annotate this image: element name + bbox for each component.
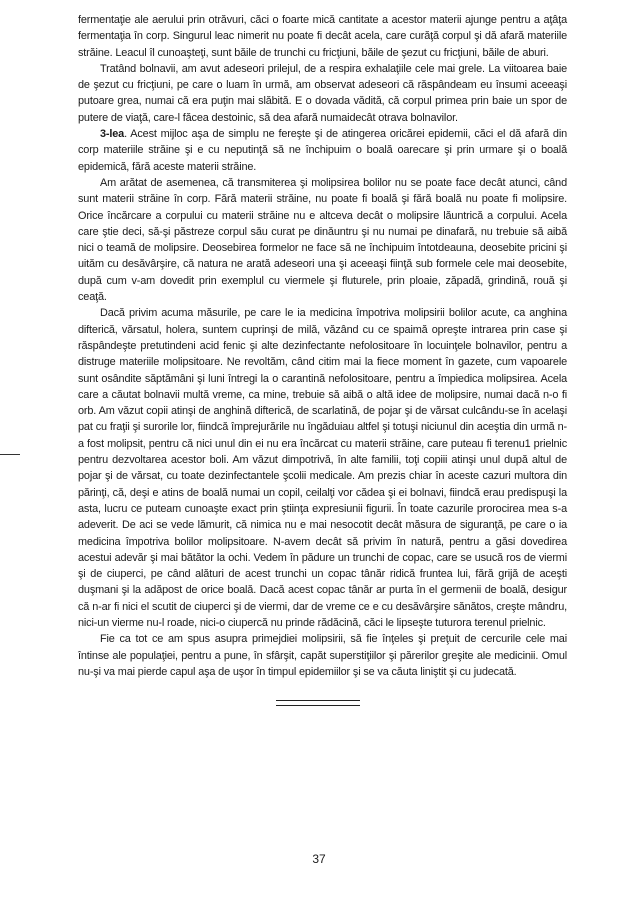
- paragraph-1-text: fermentaţie ale aerului prin otrăvuri, căci o foarte mică cantitate a acestor materii ajunge pentru a aţâţa fermentaţia în corp. Singurul leac nimerit nu poate fi decât acela, care curăţă corpul şi dă afară materiile străine. Leacul îl cunoaşteţi, sunt băile de trunchi cu fricţiuni, băile de şezut cu fricţiuni, băile de aburi.: [78, 14, 567, 59]
- paragraph-1: [78, 12, 567, 61]
- paragraph-4: [78, 175, 567, 305]
- section-lead: 3-lea: [100, 128, 125, 141]
- paragraph-5: [78, 305, 567, 631]
- paragraph-2: [78, 61, 567, 126]
- paragraph-3-text: . Acest mijloc aşa de simplu ne fereşte şi de atingerea oricărei epidemii, căci el dă afară din corp materiile străine şi e cu neputinţă să ne închipuim o boală oarecare şi prin urmare şi o boală epidemică, fără aceste materii străine.: [78, 128, 567, 173]
- paragraph-2-text: Tratând bolnavii, am avut adeseori prilejul, de a respira exhalaţiile cele mai grele. La viitoarea baie de şezut cu fricţiuni, pe care o luam în urmă, am observat adeseori că răspândeam eu însumi aceeaşi putoare grea, numai că era puţin mai slăbită. E o dovada vădită, că corpul primea prin baie un spor de putere de viaţă, care-l făcea destoinic, să dea afară numaidecât otrava bolnavilor.: [78, 62, 567, 124]
- page-number: 37: [312, 852, 326, 866]
- body-text: [78, 12, 567, 680]
- paragraph-4-text: Am arătat de asemenea, că transmiterea şi molipsirea bolilor nu se poate face decât atunci, când sunt materii străine în corp. Fără materii străine, nu poate fi boală şi fără boală nu poate fi molipsire. Orice încărcare a corpului cu materii străine nu e altceva decât o molipsire lăuntrică a corpului. Acela care ştie deci, să-şi păstreze corpul său curat pe dinăuntru şi nu numai pe dinafară, nu trebuie să aibă nici o teamă de molipsire. Deosebirea formelor ne face să ne închipuim întotdeauna, deosebite pricini şi uităm cu desăvârşire, că natura ne arată adeseori una şi aceeaşi fiinţă sub formele cele mai deosebite, după cum v-am dovedit prin exemplul cu viermele şi fluturele, prin ploaie, zăpadă, grindină, rouă şi ceaţă.: [78, 176, 567, 304]
- margin-mark: [0, 454, 20, 455]
- paragraph-6: [78, 631, 567, 680]
- paragraph-3: [78, 126, 567, 175]
- paragraph-5-text: Dacă privim acuma măsurile, pe care le ia medicina împotriva molipsirii bolilor acute, ca anghina difterică, vărsatul, holera, suntem cuprinşi de milă, văzând cu ce spaimă opreşte intrarea prin case şi răspândeşte pretutindeni acid fenic şi alte dezinfectante nefolositoare în locuinţele bolnavilor, pentru a distruge materiile molipsitoare. Ne revoltăm, când citim mai la fiece moment în gazete, cum vapoarele sunt osândite săptămâni şi luni întregi la o carantină nefolositoare, pentru a împiedica molipsirea. Acela care a căutat bolnavii multă vreme, ca mine, trebuie să aibă o altă idee de molipsire, numai dacă n-o fi orb. Am văzut copii atinşi de anghină difterică, de scarlatină, de pojar şi de vărsat culcându-se în acelaşi pat cu fraţii şi surorile lor, fiindcă împrejurările nu îngăduiau altfel şi totuşi niciunul din aceştia din urmă n-a fost molipsit, pentru că nici unul din ei nu era încărcat cu materii străine, care puteau fi terenu1 prielnic pentru dezvoltarea acestor boli. Am văzut dimpotrivă, în alte familii, toţi copiii atinşi unul după altul de pojar şi de vărsat, cu toate dezinfectantele şcolii medicale. Am prezis chiar în aceste cazuri multora din părinţi, că, deşi e atins de boală numai un copil, ceilalţi vor cădea şi ei bolnavi, fiindcă erau predispuşi la asta, lucru ce puteam cunoaşte exact prin ştiinţa expresiunii figurii. În toate cazurile prorocirea mea s-a adeverit. De aci se vede lămurit, că nimica nu e mai nesocotit decât măsura de siguranţă, pe care o ia medicina împotriva bolilor molipsitoare. N-avem decât să privim în natură, pentru a găsi dovedirea acestui adevăr şi mai bătător la ochi. Vedem în pădure un trunchi de copac, care se usucă ros de viermi şi de ciuperci, pe când alături de acest trunchi un copac tânăr ridică fruntea lui, fără grijă de aceşti duşmani şi la adăpost de orice boală. Dacă acest copac tânăr ar purta în el germenii de boală, desigur că n-ar fi nici el scutit de ciuperci şi de viermi, dar de vreme ce e cu desăvârşire sănătos, creşte mândru, nici-un vierme nu-l roade, nici-o ciupercă nu prinde rădăcină, căci le lipseşte tuturora terenul prielnic.: [78, 307, 567, 629]
- paragraph-6-text: Fie ca tot ce am spus asupra primejdiei molipsirii, să fie înţeles şi preţuit de cercurile cele mai întinse ale populaţiei, pentru a pune, în sfârşit, capăt superstiţiilor şi părerilor greşite ale medicinii. Omul nu-şi va mai pierde capul aşa de uşor în timpul epidemiilor şi se va căuta liniştit şi cu judecată.: [78, 633, 567, 678]
- section-separator: [276, 700, 360, 706]
